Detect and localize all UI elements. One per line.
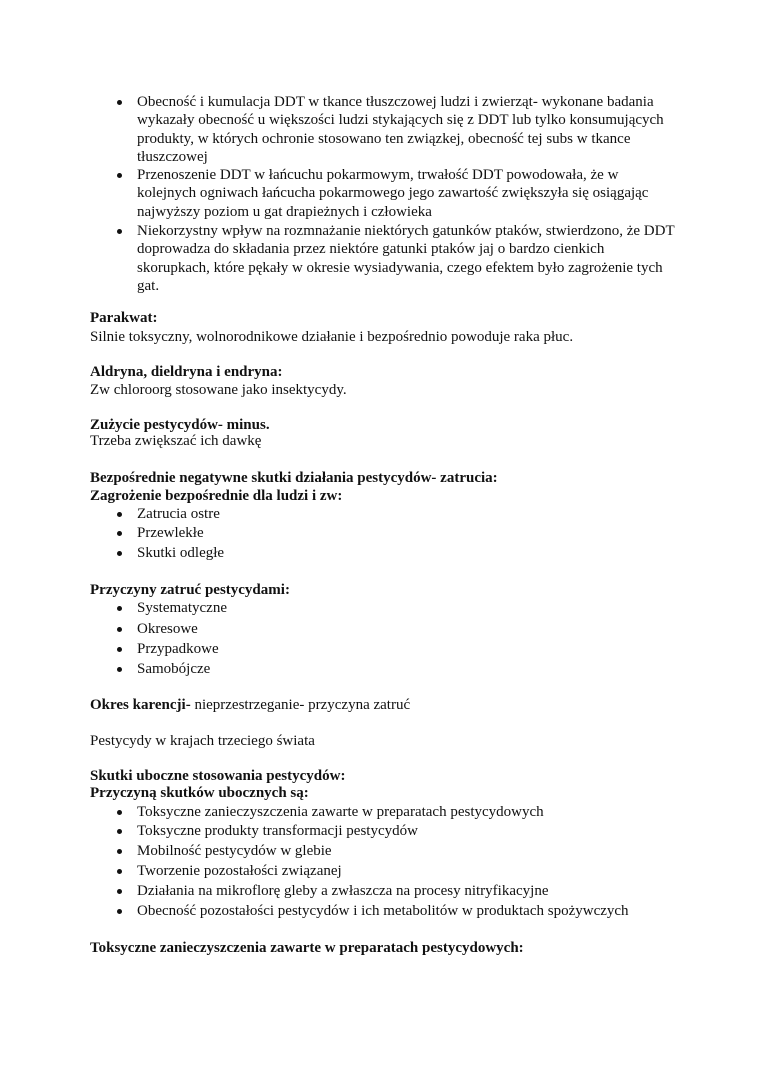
karencja-text: nieprzestrzeganie- przyczyna zatruć [190,697,411,713]
section-heading: Przyczyny zatruć pestycydami: [90,582,290,598]
section-subheading: Zagrożenie bezpośrednie dla ludzi i zw: [90,488,343,504]
list-item: Samobójcze [137,661,211,677]
list-item: Zatrucia ostre [137,506,220,522]
karencja-term: Okres karencji- [90,697,191,713]
list-item: Przenoszenie DDT w łańcuchu pokarmowym, trwałość DDT powodowała, że w kolejnych ogniwach łańcucha pokarmowego jego zawartość zwiększyła się osiągając najwyższy poziom u gat drapieżnych i człowieka [137,166,677,221]
paragraph: Pestycydy w krajach trzeciego świata [90,733,315,749]
list-item: Systematyczne [137,600,227,616]
section-heading: Aldryna, dieldryna i endryna: [90,364,283,380]
paragraph: Silnie toksyczny, wolnorodnikowe działanie i bezpośrednio powoduje raka płuc. [90,329,574,345]
list-item: Obecność pozostałości pestycydów i ich metabolitów w produktach spożywczych [137,903,629,919]
section-heading: Toksyczne zanieczyszczenia zawarte w preparatach pestycydowych: [90,940,524,956]
list-item: Skutki odległe [137,545,225,561]
list-item: Okresowe [137,621,198,637]
paragraph: Trzeba zwiększać ich dawkę [90,433,262,449]
list-item: Toksyczne produkty transformacji pestycydów [137,823,418,839]
section-heading: Parakwat: [90,310,158,326]
paragraph: Zw chloroorg stosowane jako insektycydy. [90,382,347,398]
list-item: Tworzenie pozostałości związanej [137,863,342,879]
list-item: Obecność i kumulacja DDT w tkance tłuszczowej ludzi i zwierząt- wykonane badania wykazały obecność u większości ludzi stykających się z DDT lub tylko konsumujących produkty, w których ochronie stosowano ten związkej, obecność tej subs w tkance tłuszczowej [137,93,677,167]
list-item: Przewlekłe [137,525,204,541]
list-item: Działania na mikroflorę gleby a zwłaszcza na procesy nitryfikacyjne [137,883,549,899]
section-heading: Skutki uboczne stosowania pestycydów: [90,768,346,784]
paragraph-karencja [90,696,410,714]
section-heading: Bezpośrednie negatywne skutki działania pestycydów- zatrucia: [90,470,498,486]
list-item: Mobilność pestycydów w glebie [137,843,332,859]
section-subheading: Przyczyną skutków ubocznych są: [90,785,309,801]
list-item: Niekorzystny wpływ na rozmnażanie niektórych gatunków ptaków, stwierdzono, że DDT doprowadza do składania przez niektóre gatunki ptaków jaj o bardzo cienkich skorupkach, które pękały w okresie wysiadywania, czego efektem było zagrożenie tych gat. [137,222,677,296]
list-item: Toksyczne zanieczyszczenia zawarte w preparatach pestycydowych [137,804,544,820]
list-item: Przypadkowe [137,641,219,657]
section-heading: Zużycie pestycydów- minus. [90,417,270,433]
